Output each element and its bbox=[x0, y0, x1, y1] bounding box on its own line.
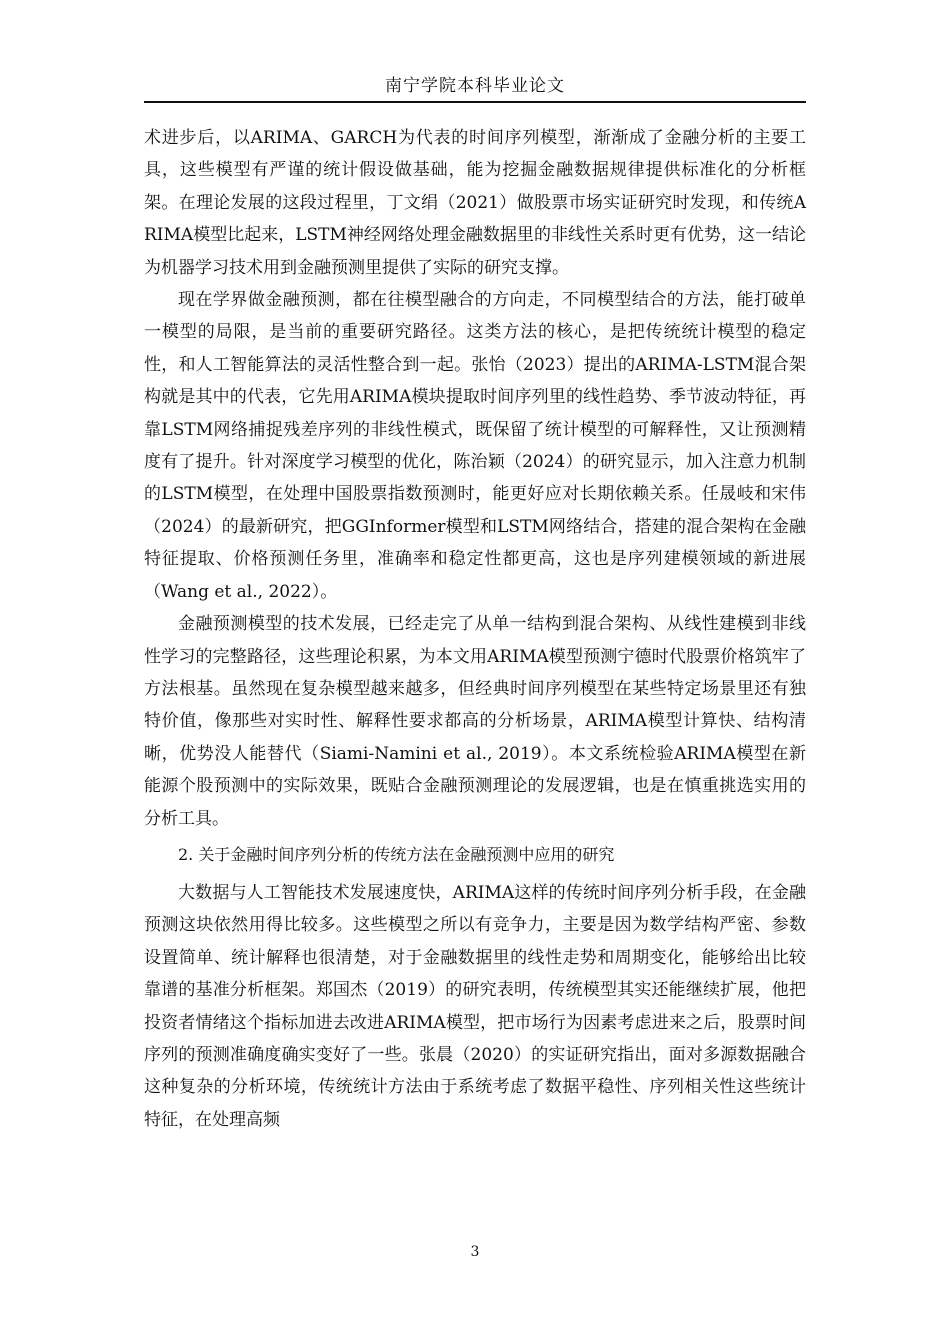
paragraph-model-evolution: 金融预测模型的技术发展，已经走完了从单一结构到混合架构、从线性建模到非线性学习的完整路径，这些理论积累，为本文用ARIMA模型预测宁德时代股票价格筑牢了方法根基。虽然现在复杂模型越来越多，但经典时间序列模型在某些特定场景里还有独特价值，像那些对实时性、解释性要求都高的分析场景，ARIMA模型计算快、结构清晰，优势没人能替代（Siami-Namini et al., 2019）。本文系统检验ARIMA模型在新能源个股预测中的实际效果，既贴合金融预测理论的发展逻辑，也是在慎重挑选实用的分析工具。 bbox=[144, 614, 806, 829]
running-header: 南宁学院本科毕业论文 bbox=[385, 76, 565, 96]
paragraph-traditional-methods: 大数据与人工智能技术发展速度快，ARIMA这样的传统时间序列分析手段，在金融预测这块依然用得比较多。这些模型之所以有竞争力，主要是因为数学结构严密、参数设置简单、统计解释也很清楚，对于金融数据里的线性走势和周期变化，能够给出比较靠谱的基准分析框架。郑国杰（2019）的研究表明，传统模型其实还能继续扩展，他把投资者情绪这个指标加进去改进ARIMA模型，把市场行为因素考虑进来之后，股票时间序列的预测准确度确实变好了一些。张晨（2020）的实证研究指出，面对多源数据融合这种复杂的分析环境，传统统计方法由于系统考虑了数据平稳性、序列相关性这些统计特征，在处理高频 bbox=[144, 882, 806, 1130]
page-number: 3 bbox=[470, 1244, 480, 1260]
paragraph-continuation: 术进步后，以ARIMA、GARCH为代表的时间序列模型，渐渐成了金融分析的主要工具，这些模型有严谨的统计假设做基础，能为挖掘金融数据规律提供标准化的分析框架。在理论发展的这段过程里，丁文绢（2021）做股票市场实证研究时发现，和传统ARIMA模型比起来，LSTM神经网络处理金融数据里的非线性关系时更有优势，这一结论为机器学习技术用到金融预测里提供了实际的研究支撑。 bbox=[144, 128, 806, 278]
section-heading: 2. 关于金融时间序列分析的传统方法在金融预测中应用的研究 bbox=[178, 844, 615, 864]
header-rule bbox=[144, 101, 806, 103]
paragraph-model-fusion: 现在学界做金融预测，都在往模型融合的方向走，不同模型结合的方法，能打破单一模型的局限，是当前的重要研究路径。这类方法的核心，是把传统统计模型的稳定性，和人工智能算法的灵活性整合到一起。张怡（2023）提出的ARIMA-LSTM混合架构就是其中的代表，它先用ARIMA模块提取时间序列里的线性趋势、季节波动特征，再靠LSTM网络捕捉残差序列的非线性模式，既保留了统计模型的可解释性，又让预测精度有了提升。针对深度学习模型的优化，陈治颖（2024）的研究显示，加入注意力机制的LSTM模型，在处理中国股票指数预测时，能更好应对长期依赖关系。任晟岐和宋伟（2024）的最新研究，把GGInformer模型和LSTM网络结合，搭建的混合架构在金融特征提取、价格预测任务里，准确率和稳定性都更高，这也是序列建模领域的新进展（Wang et al., 2022）。 bbox=[144, 290, 806, 602]
page-body bbox=[144, 122, 806, 1136]
